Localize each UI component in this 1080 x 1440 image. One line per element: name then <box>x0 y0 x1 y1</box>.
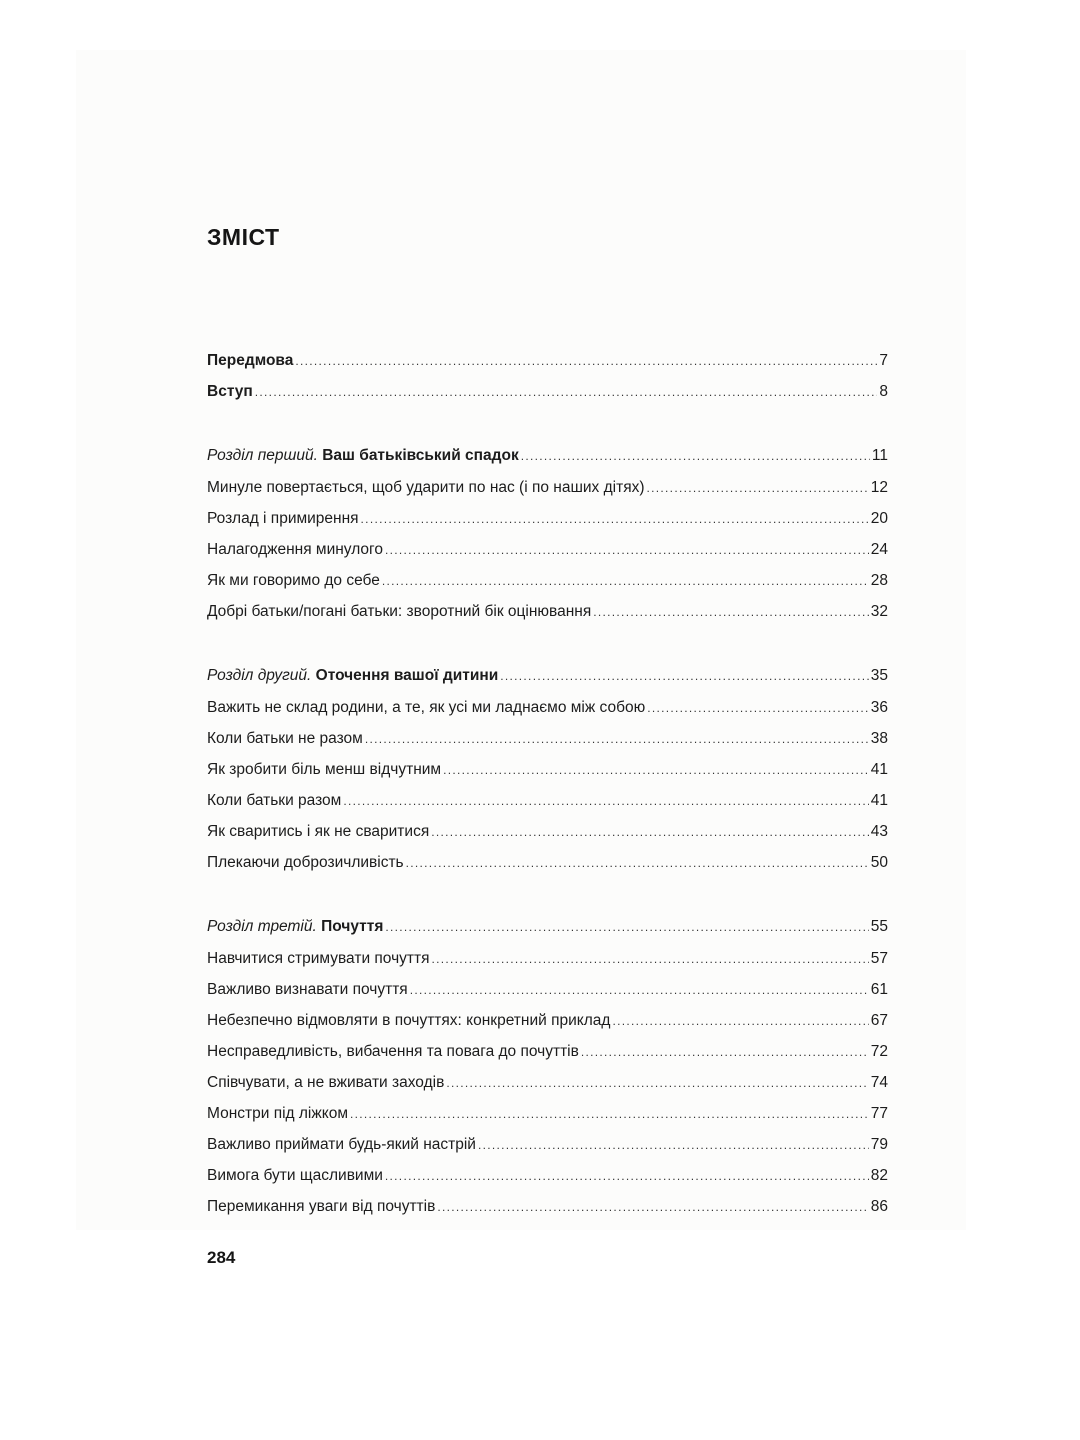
toc-entry <box>207 692 888 723</box>
entry-title <box>207 723 363 754</box>
entry-name: Вступ <box>207 383 253 400</box>
entry-page-number: 24 <box>870 541 888 558</box>
entry-title <box>207 1098 348 1129</box>
entry-page-number: 38 <box>870 730 888 747</box>
dot-leader <box>432 944 869 975</box>
entry-title <box>207 659 498 692</box>
dot-leader <box>255 377 878 408</box>
entry-page-number: 35 <box>870 667 888 684</box>
entry-page-number: 74 <box>870 1074 888 1091</box>
toc-entry <box>207 534 888 565</box>
dot-leader <box>478 1130 869 1161</box>
entry-page-number: 79 <box>870 1136 888 1153</box>
chapter-label: Розділ перший. <box>207 447 318 464</box>
entry-page-number: 11 <box>871 447 888 464</box>
chapter-label: Розділ третій. <box>207 918 317 935</box>
entry-title <box>207 503 359 534</box>
entry-title <box>207 534 383 565</box>
toc-chapter-entry <box>207 439 888 472</box>
dot-leader <box>593 597 869 628</box>
dot-leader <box>437 1192 868 1223</box>
entry-page-number: 43 <box>870 823 888 840</box>
entry-name: Розлад і примирення <box>207 510 359 527</box>
entry-title <box>207 754 441 785</box>
entry-title <box>207 376 253 407</box>
dot-leader <box>521 440 870 473</box>
dot-leader <box>343 786 868 817</box>
dot-leader <box>382 566 869 597</box>
entry-name: Плекаючи доброзичливість <box>207 854 404 871</box>
entry-name: Ваш батьківський спадок <box>322 447 519 464</box>
entry-title <box>207 439 519 472</box>
dot-leader <box>295 346 877 377</box>
entry-page-number: 50 <box>870 854 888 871</box>
entry-title <box>207 472 645 503</box>
toc-entry <box>207 596 888 627</box>
toc-entry <box>207 345 888 376</box>
entry-name: Навчитися стримувати почуття <box>207 950 430 967</box>
entry-name: Перемикання уваги від почуттів <box>207 1198 436 1215</box>
entry-name: Налагодження минулого <box>207 541 383 558</box>
toc-entry <box>207 754 888 785</box>
entry-title <box>207 1160 383 1191</box>
toc-entry <box>207 1098 888 1129</box>
entry-name: Важливо приймати будь-який настрій <box>207 1136 476 1153</box>
toc-chapter-entry <box>207 910 888 943</box>
toc-entry <box>207 723 888 754</box>
entry-title <box>207 596 591 627</box>
dot-leader <box>410 975 869 1006</box>
dot-leader <box>365 724 869 755</box>
toc-entry <box>207 503 888 534</box>
entry-title <box>207 847 404 878</box>
entry-name: Минуле повертається, щоб ударити по нас (і по наших дітях) <box>207 479 645 496</box>
dot-leader <box>431 817 869 848</box>
dot-leader <box>612 1006 868 1037</box>
toc-entry <box>207 1067 888 1098</box>
entry-page-number: 32 <box>870 603 888 620</box>
table-of-contents <box>207 345 888 1222</box>
entry-name: Монстри під ліжком <box>207 1105 348 1122</box>
dot-leader <box>647 473 869 504</box>
entry-page-number: 8 <box>879 383 888 400</box>
dot-leader <box>446 1068 868 1099</box>
toc-entry <box>207 376 888 407</box>
dot-leader <box>406 848 869 879</box>
dot-leader <box>443 755 869 786</box>
entry-name: Оточення вашої дитини <box>315 667 499 684</box>
entry-name: Передмова <box>207 352 294 369</box>
toc-entry <box>207 943 888 974</box>
dot-leader <box>350 1099 869 1130</box>
entry-title <box>207 785 341 816</box>
entry-page-number: 36 <box>870 699 888 716</box>
entry-name: Небезпечно відмовляти в почуттях: конкретний приклад <box>207 1012 611 1029</box>
toc-entry <box>207 974 888 1005</box>
entry-name: Важливо визнавати почуття <box>207 981 408 998</box>
entry-title <box>207 692 645 723</box>
toc-entry <box>207 472 888 503</box>
entry-title <box>207 1191 435 1222</box>
entry-page-number: 72 <box>870 1043 888 1060</box>
entry-name: Як ми говоримо до себе <box>207 572 380 589</box>
entry-title <box>207 974 408 1005</box>
toc-entry <box>207 565 888 596</box>
entry-page-number: 77 <box>870 1105 888 1122</box>
toc-entry <box>207 847 888 878</box>
toc-entry <box>207 1036 888 1067</box>
toc-entry <box>207 785 888 816</box>
dot-leader <box>647 693 869 724</box>
entry-title <box>207 1036 579 1067</box>
entry-title <box>207 943 430 974</box>
entry-name: Несправедливість, вибачення та повага до почуттів <box>207 1043 579 1060</box>
entry-page-number: 41 <box>870 792 888 809</box>
chapter-label: Розділ другий. <box>207 667 312 684</box>
entry-page-number: 55 <box>870 918 888 935</box>
entry-title <box>207 345 293 376</box>
entry-title <box>207 1005 610 1036</box>
entry-name: Добрі батьки/погані батьки: зворотний бік оцінювання <box>207 603 592 620</box>
entry-page-number: 57 <box>870 950 888 967</box>
entry-title <box>207 1067 444 1098</box>
dot-leader <box>361 504 869 535</box>
entry-name: Почуття <box>321 918 384 935</box>
toc-entry <box>207 1005 888 1036</box>
page-number: 284 <box>207 1248 236 1267</box>
entry-page-number: 20 <box>870 510 888 527</box>
toc-entry <box>207 816 888 847</box>
dot-leader <box>385 911 868 944</box>
page-title: ЗМІСТ <box>207 224 280 250</box>
entry-page-number: 28 <box>870 572 888 589</box>
entry-title <box>207 910 383 943</box>
entry-page-number: 82 <box>870 1167 888 1184</box>
dot-leader <box>385 535 869 566</box>
toc-chapter-entry <box>207 659 888 692</box>
entry-title <box>207 565 380 596</box>
entry-name: Як сваритись і як не сваритися <box>207 823 430 840</box>
entry-page-number: 61 <box>870 981 888 998</box>
entry-page-number: 86 <box>870 1198 888 1215</box>
entry-title <box>207 1129 476 1160</box>
toc-entry <box>207 1129 888 1160</box>
entry-page-number: 12 <box>870 479 888 496</box>
entry-page-number: 7 <box>879 352 888 369</box>
entry-name: Як зробити біль менш відчутним <box>207 761 442 778</box>
toc-entry <box>207 1160 888 1191</box>
toc-entry <box>207 1191 888 1222</box>
entry-page-number: 41 <box>870 761 888 778</box>
entry-page-number: 67 <box>870 1012 888 1029</box>
entry-name: Коли батьки разом <box>207 792 342 809</box>
entry-name: Важить не склад родини, а те, як усі ми ладнаємо між собою <box>207 699 646 716</box>
entry-title <box>207 816 429 847</box>
entry-name: Співчувати, а не вживати заходів <box>207 1074 445 1091</box>
entry-name: Вимога бути щасливими <box>207 1167 383 1184</box>
entry-name: Коли батьки не разом <box>207 730 363 747</box>
dot-leader <box>581 1037 869 1068</box>
dot-leader <box>385 1161 869 1192</box>
dot-leader <box>500 660 869 693</box>
